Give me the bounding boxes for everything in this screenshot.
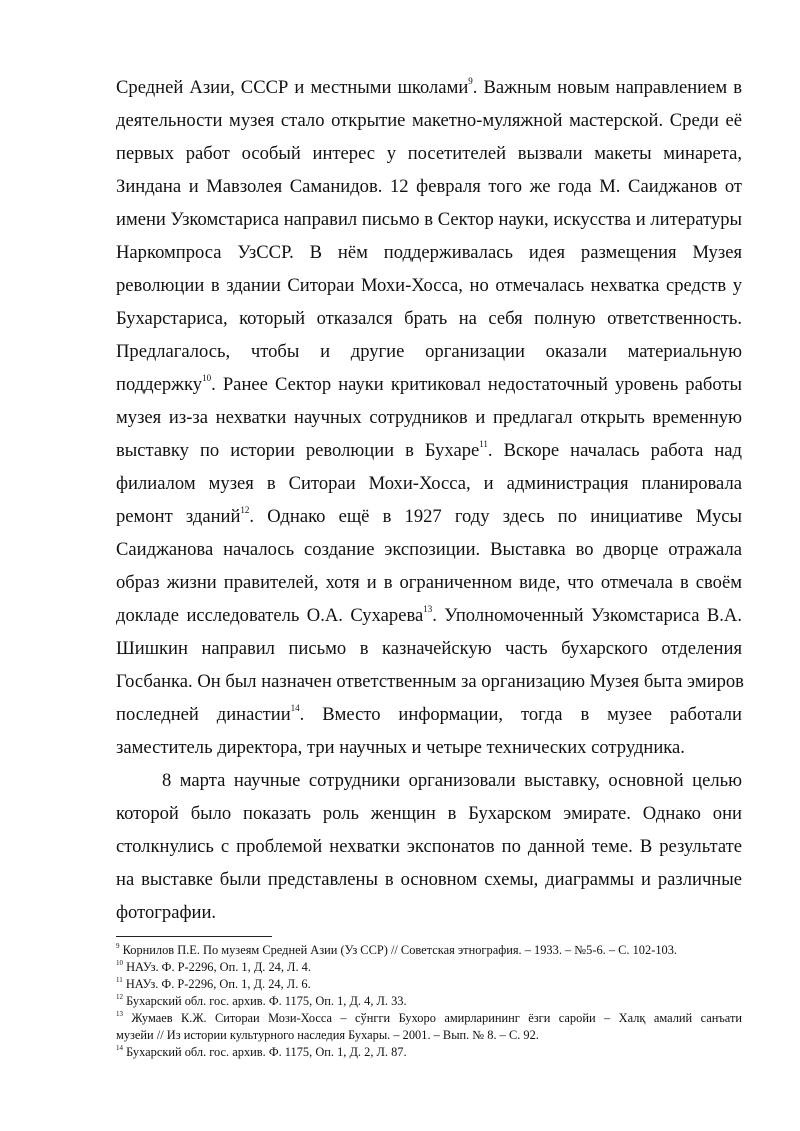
footnote: $^9$ Корнилов П.Е. По музеям Средней Азии (Уз ССР) // Советская этнография. – 1933. – №5-6. – С. 102-103.: [116, 941, 677, 957]
body-line: поддержку$^{10}$. Ранее Сектор науки критиковал недостаточный уровень работы: [116, 372, 742, 395]
body-line: 8 марта научные сотрудники организовали выставку, основной целью: [162, 770, 742, 791]
body-line: Средней Азии, СССР и местными школами$^9$. Важным новым направлением в: [116, 75, 742, 98]
body-line: Шишкин направил письмо в казначейскую часть бухарского отделения: [116, 638, 742, 659]
footnote-ref[interactable]: 12: [240, 504, 250, 515]
footnote-ref[interactable]: 13: [423, 603, 433, 614]
footnote-ref[interactable]: 10: [202, 372, 212, 383]
body-line: Наркомпроса УзССР. В нём поддерживалась идея размещения Музея: [116, 242, 742, 263]
body-line: музея из-за нехватки научных сотрудников и предлагал открыть временную: [116, 407, 742, 428]
body-line: которой было показать роль женщин в Бухарском эмирате. Однако они: [116, 803, 742, 824]
footnote-number: 10: [116, 958, 123, 967]
body-line: деятельности музея стало открытие макетно-муляжной мастерской. Среди её: [116, 110, 742, 131]
body-line: выставку по истории революции в Бухаре$^{11}$. Вскоре началась работа над: [116, 438, 742, 461]
body-line: последней династии$^{14}$. Вместо информации, тогда в музее работали: [116, 702, 742, 725]
body-line: докладе исследователь О.А. Сухарева$^{13}$. Уполномоченный Узкомстариса В.А.: [116, 603, 743, 626]
body-line: первых работ особый интерес у посетителей вызвали макеты минарета,: [116, 143, 742, 164]
footnote-continuation: музейи // Из истории культурного наследия Бухары. – 2001. – Вып. № 8. – С. 92.: [116, 1028, 539, 1042]
footnote-ref[interactable]: 9: [468, 75, 473, 86]
footnote-ref[interactable]: 14: [290, 702, 300, 713]
footnote-number: 11: [116, 975, 123, 984]
body-line: революции в здании Ситораи Мохи-Хосса, но отмечалась нехватка средств у: [116, 275, 742, 296]
body-line: имени Узкомстариса направил письмо в Сектор науки, искусства и литературы: [116, 209, 742, 230]
footnote-number: 13: [116, 1009, 123, 1018]
footnote-number: 14: [116, 1043, 123, 1052]
footnote-number: 9: [116, 941, 120, 950]
body-line: Госбанка. Он был назначен ответственным за организацию Музея быта эмиров: [116, 671, 744, 692]
body-line: Саиджанова началось создание экспозиции. Выставка во дворце отражала: [116, 539, 742, 560]
body-line: на выставке были представлены в основном схемы, диаграммы и различные: [116, 869, 742, 890]
footnote-number: 12: [116, 992, 123, 1001]
footnote: $^{13}$ Жумаев К.Ж. Ситораи Мози-Хосса – сўнгги Бухоро амирларининг ёзги саройи – Халқ амалий санъати: [116, 1009, 742, 1025]
body-line: Предлагалось, чтобы и другие организации оказали материальную: [116, 341, 742, 362]
body-line: Бухарстариса, который отказался брать на себя полную ответственность.: [116, 308, 742, 329]
body-line: заместитель директора, три научных и четыре технических сотрудника.: [116, 737, 685, 758]
footnote: $^{11}$ НАУз. Ф. Р-2296, Оп. 1, Д. 24, Л. 6.: [116, 975, 311, 991]
footnote: $^{10}$ НАУз. Ф. Р-2296, Оп. 1, Д. 24, Л. 4.: [116, 958, 311, 974]
body-line: ремонт зданий$^{12}$. Однако ещё в 1927 году здесь по инициативе Мусы: [116, 504, 742, 527]
body-line: столкнулись с проблемой нехватки экспонатов по данной теме. В результате: [116, 836, 742, 857]
body-line: филиалом музея в Ситораи Мохи-Хосса, и администрация планировала: [116, 473, 742, 494]
footnote: $^{14}$ Бухарский обл. гос. архив. Ф. 1175, Оп. 1, Д. 2, Л. 87.: [116, 1043, 407, 1059]
body-line: фотографии.: [116, 902, 217, 923]
footnote-ref[interactable]: 11: [479, 438, 488, 449]
body-line: Зиндана и Мавзолея Саманидов. 12 февраля того же года М. Саиджанов от: [116, 176, 742, 197]
footnote: $^{12}$ Бухарский обл. гос. архив. Ф. 1175, Оп. 1, Д. 4, Л. 33.: [116, 992, 407, 1008]
footnote-separator: [116, 936, 272, 937]
body-line: образ жизни правителей, хотя и в ограниченном виде, что отмечала в своём: [116, 572, 742, 593]
